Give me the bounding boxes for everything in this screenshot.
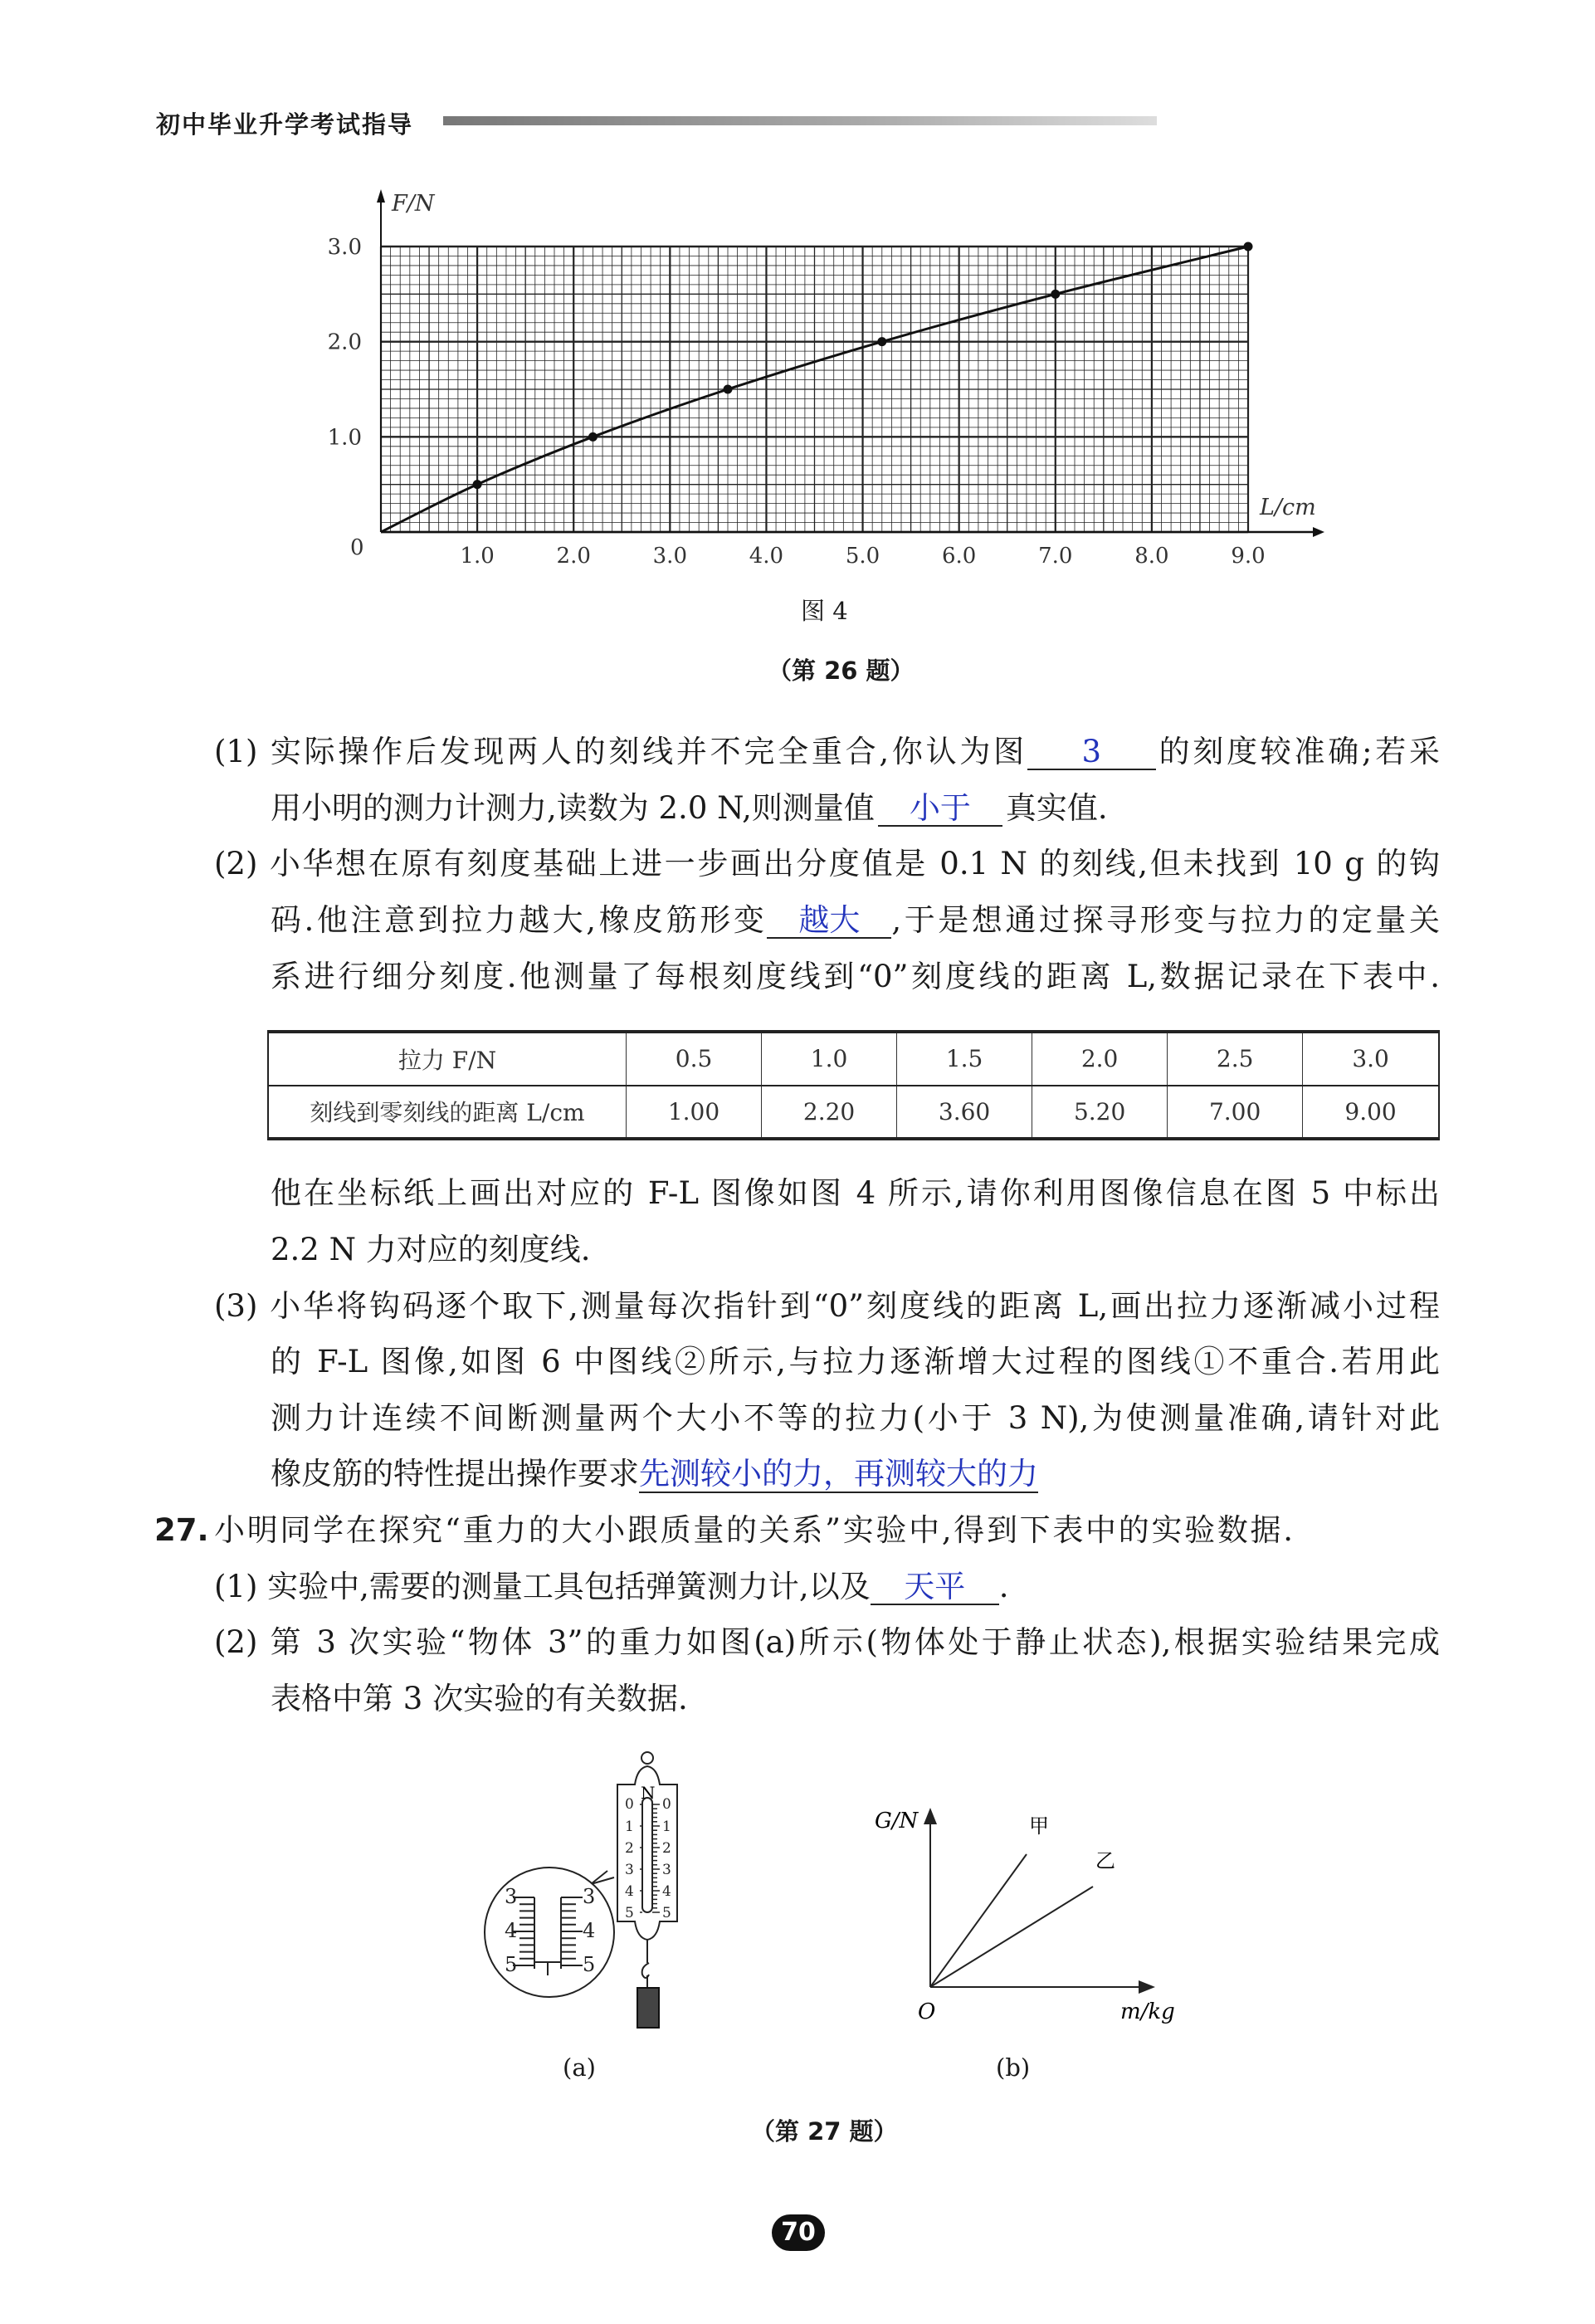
- yi-label: 乙: [1095, 1849, 1115, 1872]
- weight-block: [637, 1988, 659, 2028]
- svg-text:4: 4: [505, 1919, 518, 1942]
- svg-text:3: 3: [625, 1862, 634, 1878]
- svg-text:0: 0: [662, 1796, 671, 1813]
- table-row: [268, 1032, 1439, 1086]
- q26-part2-line3: 系进行细分刻度.他测量了每根刻度线到“0”刻度线的距离 L,数据记录在下表中.: [271, 959, 1440, 994]
- table-cell: 9.00: [1303, 1086, 1439, 1140]
- answer-operation-requirement[interactable]: 先测较小的力，再测较大的力: [639, 1456, 1038, 1492]
- table-cell: 3.0: [1303, 1032, 1439, 1086]
- table-header-cell: 刻线到零刻线的距离 L/cm: [268, 1086, 627, 1140]
- table-row: [268, 1086, 1439, 1140]
- q26-part3-line4: 橡皮筋的特性提出操作要求先测较小的力，再测较大的力: [271, 1456, 1038, 1492]
- q26-part2-line5: 2.2 N 力对应的刻度线.: [271, 1232, 591, 1267]
- data-point: [1051, 290, 1060, 299]
- line-yi: [930, 1887, 1093, 1987]
- x-tick-label: 5.0: [845, 544, 880, 569]
- table-cell: 1.5: [897, 1032, 1032, 1086]
- x-tick-label: 4.0: [749, 544, 784, 569]
- data-point: [1244, 242, 1253, 251]
- y-tick-label: 1.0: [327, 425, 362, 451]
- svg-text:5: 5: [625, 1905, 634, 1921]
- table-cell: 2.0: [1032, 1032, 1168, 1086]
- table-cell: 1.00: [627, 1086, 762, 1140]
- x-tick-label: 6.0: [941, 544, 977, 569]
- table-cell: 3.60: [897, 1086, 1032, 1140]
- table-cell: 1.0: [762, 1032, 897, 1086]
- origin-label: 0: [350, 535, 364, 560]
- data-point: [588, 432, 598, 442]
- y-tick-label: 3.0: [327, 235, 362, 260]
- table-header-cell: 拉力 F/N: [268, 1032, 627, 1086]
- svg-text:4: 4: [583, 1919, 596, 1942]
- x-tick-label: 8.0: [1134, 544, 1169, 569]
- x-tick-label: 9.0: [1231, 544, 1266, 569]
- svg-text:5: 5: [583, 1953, 596, 1976]
- y-axis-arrow-icon: [377, 189, 385, 203]
- chart-grid: [381, 247, 1248, 532]
- force-distance-table: [267, 1030, 1440, 1140]
- x-tick-label: 3.0: [652, 544, 688, 569]
- svg-text:3: 3: [662, 1862, 671, 1878]
- page-number: 70: [772, 2214, 825, 2251]
- x-axis-arrow-icon: [1313, 527, 1324, 537]
- y-tick-label: 2.0: [327, 330, 362, 355]
- running-header: 初中毕业升学考试指导: [156, 110, 414, 139]
- q27-part2-line1: (2) 第 3 次实验“物体 3”的重力如图(a)所示(物体处于静止状态),根据实验结果完成: [214, 1624, 1440, 1660]
- svg-text:1: 1: [625, 1819, 634, 1835]
- g-axis-label: G/N: [875, 1809, 919, 1833]
- q26-part3-line2: 的 F-L 图像,如图 6 中图线②所示,与拉力逐渐增大过程的图线①不重合.若用此: [271, 1344, 1440, 1379]
- x-tick-label: 2.0: [556, 544, 591, 569]
- q26-part1-line2: 用小明的测力计测力,读数为 2.0 N,则测量值 小于 真实值.: [271, 790, 1108, 826]
- figure-4-chart: [0, 0, 1595, 664]
- svg-text:5: 5: [662, 1905, 671, 1921]
- figure-a-label: (a): [563, 2053, 596, 2082]
- q26-caption: （第 26 题）: [768, 657, 915, 685]
- table-cell: 5.20: [1032, 1086, 1168, 1140]
- x-tick-label: 7.0: [1038, 544, 1073, 569]
- q27-part2-line2: 表格中第 3 次实验的有关数据.: [271, 1681, 688, 1716]
- x-axis-label: L/cm: [1260, 495, 1316, 520]
- data-point: [724, 385, 733, 394]
- svg-text:5: 5: [505, 1953, 518, 1976]
- svg-text:3: 3: [505, 1885, 518, 1908]
- answer-blank-tool[interactable]: 天平: [871, 1570, 999, 1605]
- answer-blank-deformation[interactable]: 越大: [767, 904, 891, 939]
- data-point: [877, 337, 886, 346]
- jia-label: 甲: [1029, 1814, 1049, 1838]
- answer-blank-compare[interactable]: 小于: [878, 792, 1002, 827]
- svg-text:0: 0: [625, 1796, 634, 1813]
- svg-text:3: 3: [583, 1885, 596, 1908]
- q26-part2-line1: (2) 小华想在原有刻度基础上进一步画出分度值是 0.1 N 的刻线,但未找到 10 g 的钩: [214, 846, 1440, 881]
- figure-b-graph: [863, 1784, 1178, 2034]
- q27-part1: (1) 实验中,需要的测量工具包括弹簧测力计,以及 天平 .: [214, 1569, 1009, 1604]
- figure-4-caption: 图 4: [801, 597, 848, 625]
- line-jia: [930, 1854, 1027, 1987]
- table-cell: 7.00: [1168, 1086, 1303, 1140]
- q27-caption: （第 27 题）: [751, 2117, 898, 2146]
- table-cell: 2.5: [1168, 1032, 1303, 1086]
- chart-marks: [381, 242, 1253, 533]
- origin-label: O: [918, 1999, 936, 2024]
- q26-part2-line2: 码.他注意到拉力越大,橡皮筋形变 越大 ,于是想通过探寻形变与拉力的定量关: [271, 902, 1440, 938]
- scale-unit: N: [641, 1783, 656, 1803]
- table-cell: 2.20: [762, 1086, 897, 1140]
- q26-part1-line1: (1) 实际操作后发现两人的刻线并不完全重合,你认为图 3 的刻度较准确;若采: [214, 734, 1441, 769]
- svg-text:4: 4: [625, 1883, 634, 1900]
- figure-a-spring-scale: [465, 1735, 714, 2083]
- figure-b-label: (b): [996, 2053, 1031, 2082]
- svg-text:4: 4: [662, 1883, 671, 1900]
- q27-number: 27.: [154, 1512, 209, 1548]
- answer-blank-figure[interactable]: 3: [1027, 735, 1156, 770]
- q26-part3-line3: 测力计连续不间断测量两个大小不等的拉力(小于 3 N),为使测量准确,请针对此: [271, 1400, 1440, 1436]
- svg-text:2: 2: [625, 1840, 634, 1857]
- svg-text:2: 2: [662, 1840, 671, 1857]
- q27-stem: 小明同学在探究“重力的大小跟质量的关系”实验中,得到下表中的实验数据.: [214, 1512, 1293, 1548]
- table-cell: 0.5: [627, 1032, 762, 1086]
- q26-part2-line4: 他在坐标纸上画出对应的 F-L 图像如图 4 所示,请你利用图像信息在图 5 中标出: [271, 1175, 1440, 1211]
- m-axis-label: m/kg: [1120, 1999, 1175, 2024]
- q26-part3-line1: (3) 小华将钩码逐个取下,测量每次指针到“0”刻度线的距离 L,画出拉力逐渐减小过程: [214, 1288, 1440, 1324]
- y-axis-label: F/N: [392, 191, 435, 217]
- data-point: [473, 480, 482, 489]
- svg-text:1: 1: [662, 1819, 671, 1835]
- x-tick-label: 1.0: [460, 544, 495, 569]
